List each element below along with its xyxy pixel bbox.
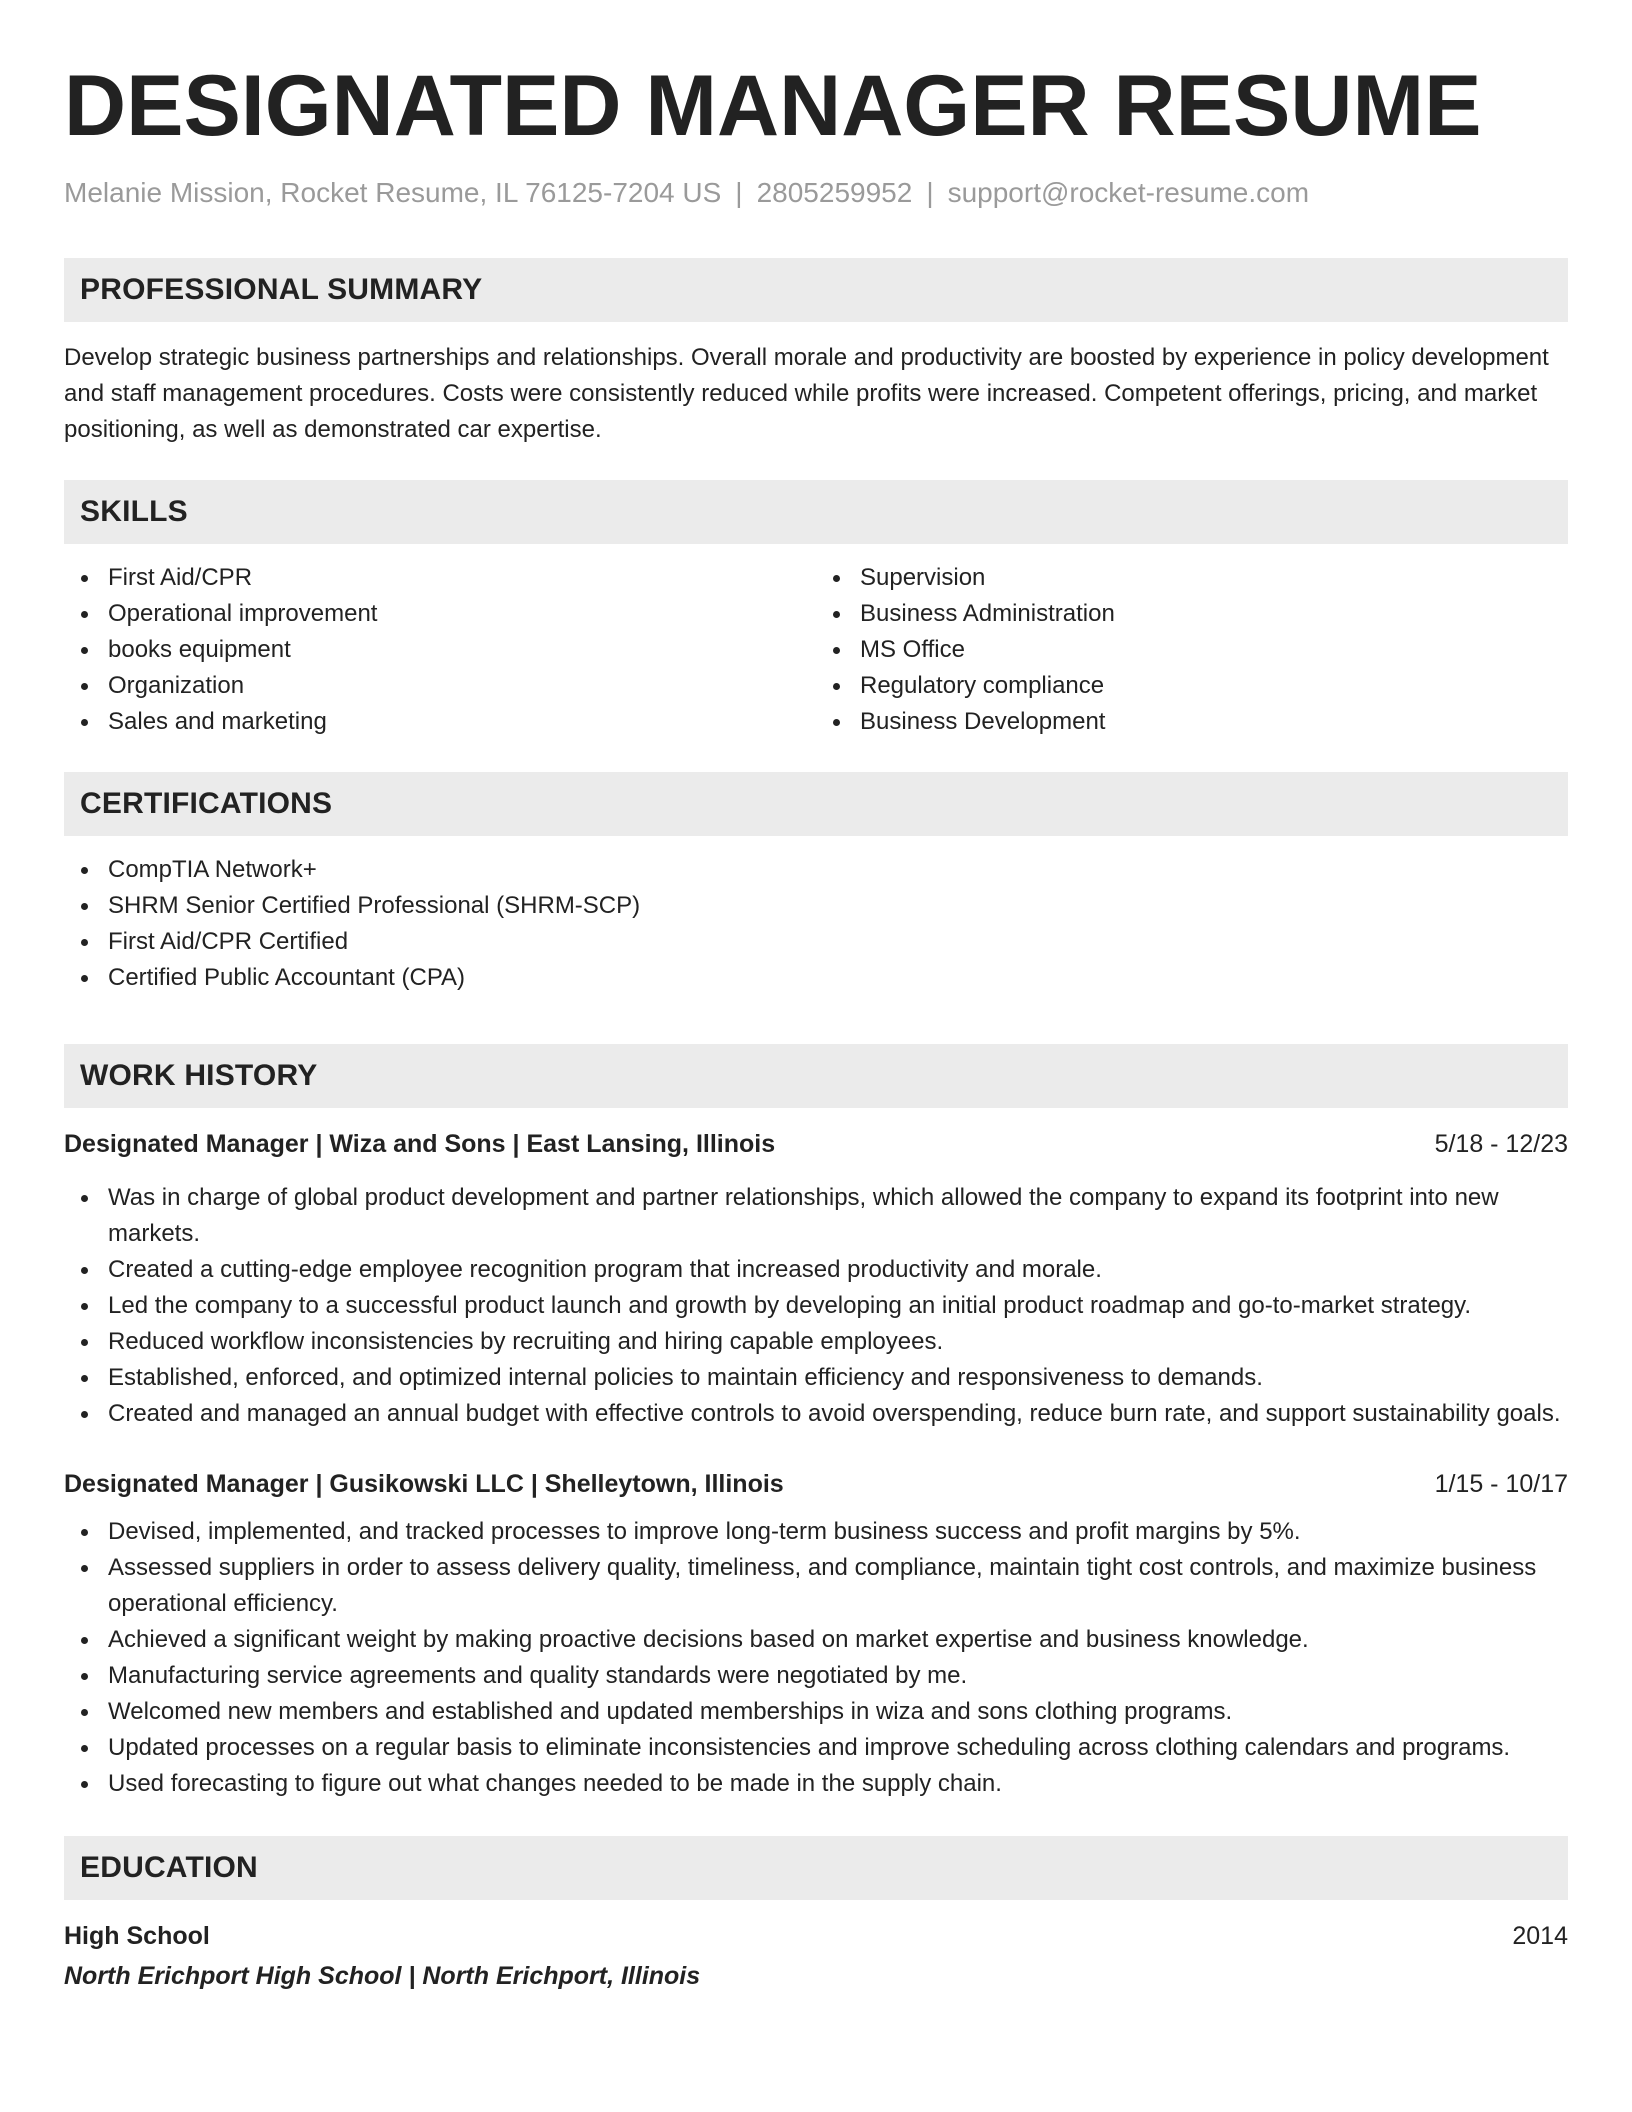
job-bullet: Established, enforced, and optimized internal policies to maintain efficiency and responsiveness to demands. bbox=[64, 1360, 1568, 1396]
contact-address: Melanie Mission, Rocket Resume, IL 76125-7204 US bbox=[64, 177, 722, 208]
skill-item: First Aid/CPR bbox=[64, 560, 816, 596]
section-header-education: EDUCATION bbox=[64, 1836, 1568, 1900]
job-bullet: Welcomed new members and established and updated memberships in wiza and sons clothing programs. bbox=[64, 1694, 1568, 1730]
certification-item: Certified Public Accountant (CPA) bbox=[64, 960, 1568, 996]
job-title: Designated Manager | Gusikowski LLC | Shelleytown, Illinois bbox=[64, 1470, 784, 1498]
contact-email: support@rocket-resume.com bbox=[947, 177, 1310, 208]
skill-item: Business Development bbox=[816, 704, 1568, 740]
job-bullet: Created and managed an annual budget with effective controls to avoid overspending, reduce burn rate, and support sustainability goals. bbox=[64, 1396, 1568, 1432]
education-degree: High School bbox=[64, 1922, 210, 1950]
skills-column-left bbox=[64, 560, 816, 740]
education-year: 2014 bbox=[1512, 1922, 1568, 1950]
job-bullets bbox=[64, 1514, 1568, 1802]
certification-item: CompTIA Network+ bbox=[64, 852, 1568, 888]
skill-item: Supervision bbox=[816, 560, 1568, 596]
job-title: Designated Manager | Wiza and Sons | East Lansing, Illinois bbox=[64, 1130, 776, 1158]
contact-line bbox=[64, 176, 1568, 210]
contact-separator: | bbox=[735, 177, 743, 208]
job-bullet: Manufacturing service agreements and quality standards were negotiated by me. bbox=[64, 1658, 1568, 1694]
job-bullet: Achieved a significant weight by making proactive decisions based on market expertise and business knowledge. bbox=[64, 1622, 1568, 1658]
skill-item: Operational improvement bbox=[64, 596, 816, 632]
skill-item: Regulatory compliance bbox=[816, 668, 1568, 704]
skills-column-right bbox=[816, 560, 1568, 740]
job-bullet: Led the company to a successful product launch and growth by developing an initial product roadmap and go-to-market strategy. bbox=[64, 1288, 1568, 1324]
job-bullet: Created a cutting-edge employee recognition program that increased productivity and morale. bbox=[64, 1252, 1568, 1288]
job-bullet: Updated processes on a regular basis to eliminate inconsistencies and improve scheduling across clothing calendars and programs. bbox=[64, 1730, 1568, 1766]
skill-item: Organization bbox=[64, 668, 816, 704]
contact-phone: 2805259952 bbox=[756, 177, 913, 208]
resume-title: DESIGNATED MANAGER RESUME bbox=[64, 58, 1482, 154]
job-heading bbox=[64, 1126, 1568, 1162]
section-header-summary: PROFESSIONAL SUMMARY bbox=[64, 258, 1568, 322]
certifications-list bbox=[64, 852, 1568, 996]
skill-item: Business Administration bbox=[816, 596, 1568, 632]
section-header-work-history: WORK HISTORY bbox=[64, 1044, 1568, 1108]
job-bullet: Assessed suppliers in order to assess delivery quality, timeliness, and compliance, maintain tight cost controls, and maximize business operational efficiency. bbox=[64, 1550, 1568, 1622]
job-bullets bbox=[64, 1180, 1568, 1432]
job-dates: 1/15 - 10/17 bbox=[1434, 1470, 1568, 1498]
skill-item: books equipment bbox=[64, 632, 816, 668]
section-header-skills: SKILLS bbox=[64, 480, 1568, 544]
job-heading bbox=[64, 1466, 1568, 1502]
job-bullet: Devised, implemented, and tracked processes to improve long-term business success and profit margins by 5%. bbox=[64, 1514, 1568, 1550]
certification-item: First Aid/CPR Certified bbox=[64, 924, 1568, 960]
skill-item: MS Office bbox=[816, 632, 1568, 668]
certification-item: SHRM Senior Certified Professional (SHRM-SCP) bbox=[64, 888, 1568, 924]
job-bullet: Reduced workflow inconsistencies by recruiting and hiring capable employees. bbox=[64, 1324, 1568, 1360]
summary-text: Develop strategic business partnerships and relationships. Overall morale and productivity are boosted by experience in policy development and staff management procedures. Costs were consistently reduced while profits were increased. Competent offerings, pricing, and market positioning, as well as demonstrated car expertise. bbox=[64, 344, 1549, 443]
education-school: North Erichport High School | North Erichport, Illinois bbox=[64, 1962, 701, 1990]
job-bullet: Used forecasting to figure out what changes needed to be made in the supply chain. bbox=[64, 1766, 1568, 1802]
education-heading bbox=[64, 1918, 1568, 1954]
skills-grid bbox=[64, 560, 1568, 740]
job-bullet: Was in charge of global product development and partner relationships, which allowed the company to expand its footprint into new markets. bbox=[64, 1180, 1568, 1252]
contact-separator: | bbox=[926, 177, 934, 208]
job-dates: 5/18 - 12/23 bbox=[1434, 1130, 1568, 1158]
section-header-certifications: CERTIFICATIONS bbox=[64, 772, 1568, 836]
skill-item: Sales and marketing bbox=[64, 704, 816, 740]
